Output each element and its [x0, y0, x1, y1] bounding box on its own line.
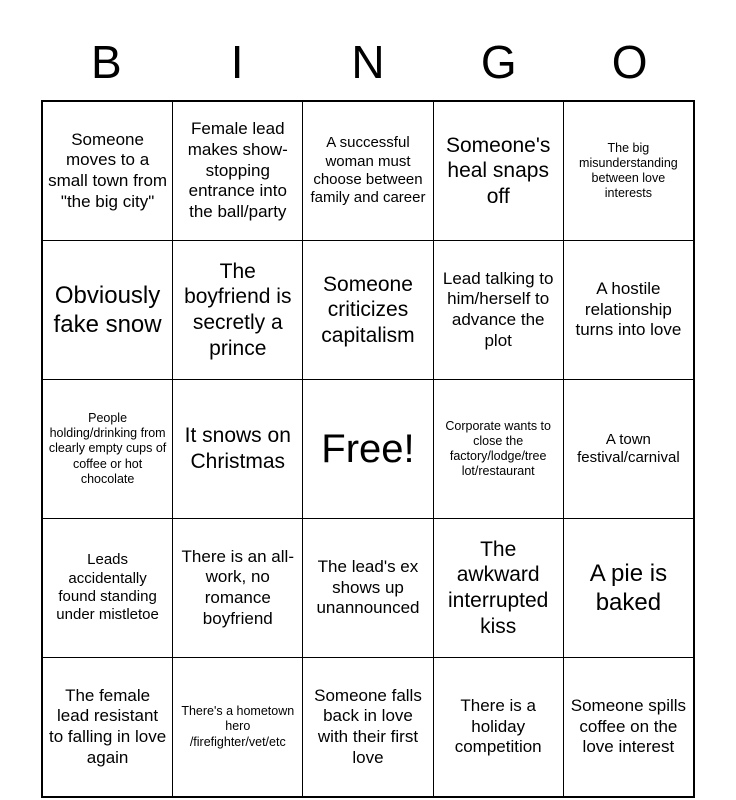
bingo-cell[interactable]: [42, 519, 173, 658]
header-letter-o: O: [611, 36, 648, 88]
bingo-cell[interactable]: [173, 658, 303, 798]
bingo-cell-text: Leads accidentally found standing under mistletoe: [56, 551, 159, 624]
bingo-cell-text: Free!: [321, 426, 415, 471]
header-letter-b: B: [91, 36, 122, 88]
bingo-cell-text: Someone spills coffee on the love interest: [570, 695, 687, 757]
bingo-cell[interactable]: [173, 519, 303, 658]
bingo-cell-text: The big misunderstanding between love interests: [579, 140, 678, 201]
bingo-cell-text: Corporate wants to close the factory/lodge/tree lot/restaurant: [445, 418, 551, 479]
bingo-cell-text: A successful woman must choose between family and career: [310, 134, 426, 207]
bingo-cell[interactable]: [173, 380, 303, 519]
bingo-cell-text: There's a hometown hero /firefighter/vet/etc: [181, 704, 295, 749]
bingo-cell[interactable]: [563, 519, 694, 658]
bingo-cell-text: Someone moves to a small town from "the big city": [48, 129, 168, 211]
bingo-cell-text: It snows on Christmas: [184, 424, 291, 473]
bingo-cell-text: A pie is baked: [589, 559, 668, 616]
bingo-cell[interactable]: [42, 658, 173, 798]
bingo-cell-text: Someone criticizes capitalism: [321, 272, 415, 347]
bingo-cell[interactable]: [563, 241, 694, 380]
bingo-row: [42, 101, 694, 241]
bingo-cell-text: Female lead makes show-stopping entrance into the ball/party: [187, 119, 288, 222]
bingo-cell[interactable]: [433, 658, 563, 798]
bingo-cell[interactable]: [303, 241, 433, 380]
bingo-cell[interactable]: [563, 380, 694, 519]
header-letter-g: G: [480, 36, 517, 88]
bingo-row: [42, 658, 694, 798]
bingo-cell[interactable]: [433, 241, 563, 380]
bingo-cell-text: A hostile relationship turns into love: [575, 278, 682, 340]
bingo-cell[interactable]: [42, 101, 173, 241]
header-letter-i: I: [230, 36, 244, 88]
bingo-cell-text: The lead's ex shows up unannounced: [316, 556, 420, 618]
bingo-cell[interactable]: [303, 658, 433, 798]
bingo-cell[interactable]: [433, 101, 563, 241]
bingo-row: [42, 241, 694, 380]
bingo-cell-text: There is an all-work, no romance boyfriend: [181, 546, 294, 628]
bingo-cell-text: People holding/drinking from clearly empty cups of coffee or hot chocolate: [48, 410, 167, 486]
bingo-cell-text: Lead talking to him/herself to advance the plot: [442, 268, 554, 350]
bingo-row: [42, 519, 694, 658]
bingo-cell[interactable]: [42, 380, 173, 519]
bingo-cell[interactable]: [563, 658, 694, 798]
bingo-cell-text: Obviously fake snow: [53, 281, 162, 338]
bingo-cell[interactable]: [303, 101, 433, 241]
bingo-cell-text: Someone's heal snaps off: [445, 133, 551, 208]
bingo-cell[interactable]: [563, 101, 694, 241]
bingo-cell[interactable]: [42, 241, 173, 380]
bingo-cell[interactable]: [173, 101, 303, 241]
bingo-header: [41, 0, 695, 100]
header-letter-n: N: [351, 36, 385, 88]
bingo-cell[interactable]: [303, 519, 433, 658]
bingo-cell-text: A town festival/carnival: [577, 430, 680, 466]
bingo-cell-text: There is a holiday competition: [454, 695, 542, 757]
bingo-cell[interactable]: [173, 241, 303, 380]
bingo-cell-text: The awkward interrupted kiss: [447, 537, 549, 638]
bingo-cell[interactable]: [433, 519, 563, 658]
bingo-row: [42, 380, 694, 519]
bingo-cell[interactable]: [433, 380, 563, 519]
bingo-cell-free[interactable]: [303, 380, 433, 519]
bingo-cell-text: Someone falls back in love with their first love: [314, 685, 422, 767]
bingo-cell-text: The female lead resistant to falling in love again: [48, 685, 167, 767]
bingo-cell-text: The boyfriend is secretly a prince: [184, 259, 292, 360]
bingo-grid: [41, 100, 695, 798]
